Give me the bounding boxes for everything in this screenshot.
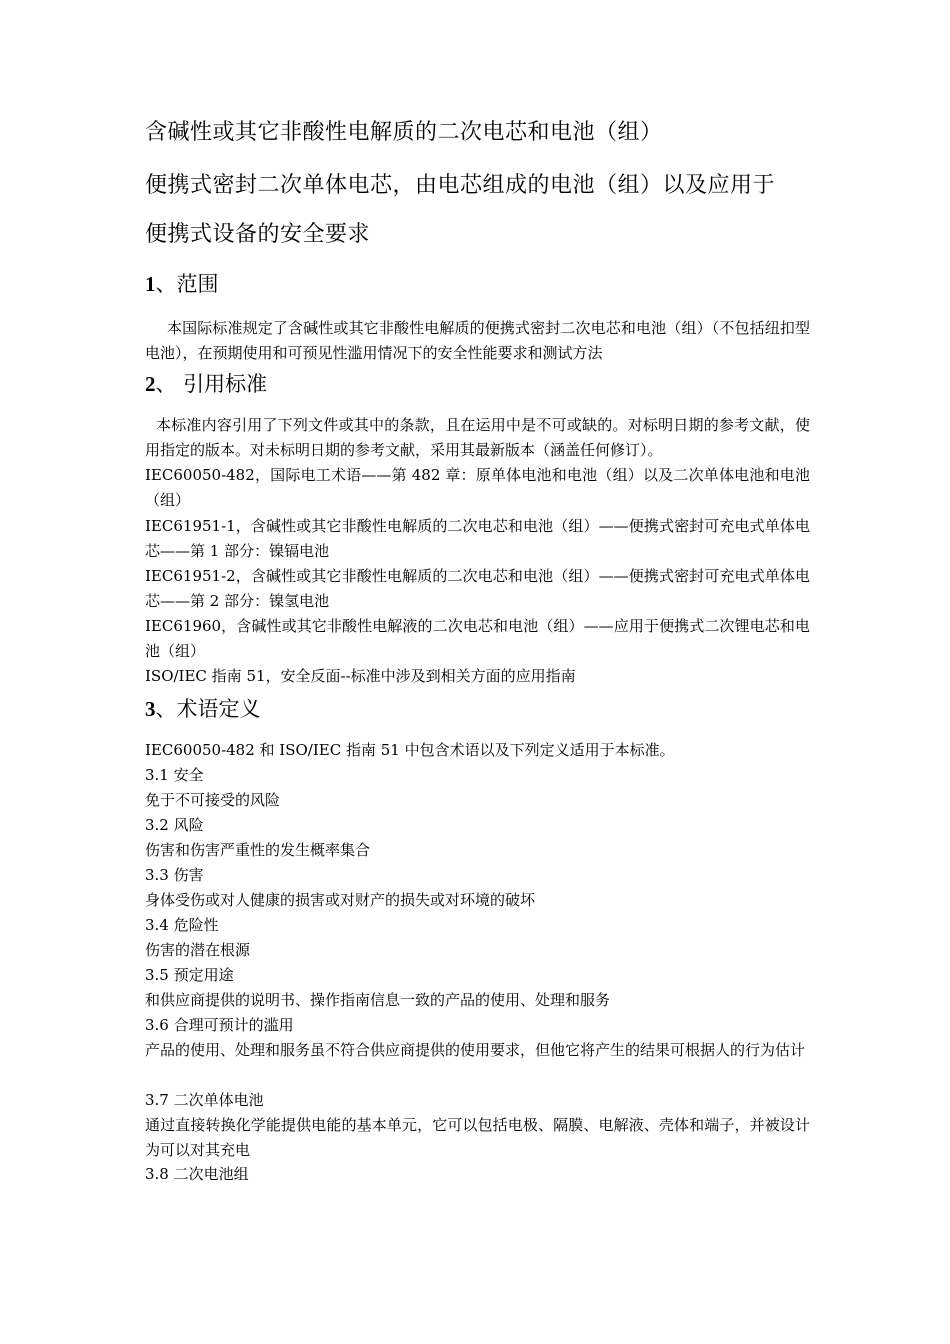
term-id: 3.6 合理可预计的滥用 — [145, 1016, 294, 1034]
section-1-body: 本国际标准规定了含碱性或其它非酸性电解质的便携式密封二次电芯和电池（组）（不包括纽扣型电池），在预期使用和可预见性滥用情况下的安全性能要求和测试方法 — [145, 319, 810, 362]
term-id: 3.1 安全 — [145, 766, 204, 784]
title-line-3: 便携式设备的安全要求 — [145, 222, 371, 247]
section-1-title: 、范围 — [155, 272, 219, 296]
section-1-heading — [145, 270, 219, 298]
section-3-number: 3 — [145, 697, 156, 721]
reference-item: IEC60050-482，国际电工术语——第 482 章：原单体电池和电池（组）以及二次单体电池和电池（组） — [145, 466, 810, 509]
term-definition: 伤害和伤害严重性的发生概率集合 — [145, 841, 371, 859]
term-definition: 伤害的潜在根源 — [145, 941, 251, 959]
section-3-intro: IEC60050-482 和 ISO/IEC 指南 51 中包含术语以及下列定义适用于本标准。 — [145, 741, 675, 759]
reference-item: IEC61951-2，含碱性或其它非酸性电解质的二次电芯和电池（组）——便携式密封可充电式单体电芯——第 2 部分：镍氢电池 — [145, 567, 810, 610]
term-id: 3.8 二次电池组 — [145, 1165, 249, 1183]
reference-item: ISO/IEC 指南 51，安全反面--标准中涉及到相关方面的应用指南 — [145, 667, 576, 685]
section-2-intro: 本标准内容引用了下列文件或其中的条款，且在运用中是不可或缺的。对标明日期的参考文献，使用指定的版本。对未标明日期的参考文献，采用其最新版本（涵盖任何修订）。 — [145, 416, 810, 459]
reference-item: IEC61951-1，含碱性或其它非酸性电解质的二次电芯和电池（组）——便携式密封可充电式单体电芯——第 1 部分：镍镉电池 — [145, 517, 810, 560]
section-1-number: 1 — [145, 272, 156, 296]
term-definition: 和供应商提供的说明书、操作指南信息一致的产品的使用、处理和服务 — [145, 991, 611, 1009]
section-3-title: 、术语定义 — [155, 697, 261, 721]
section-2-title: 、 引用标准 — [155, 372, 268, 396]
term-id: 3.5 预定用途 — [145, 966, 234, 984]
term-id: 3.7 二次单体电池 — [145, 1091, 264, 1109]
term-id: 3.4 危险性 — [145, 916, 219, 934]
section-2-number: 2 — [145, 372, 156, 396]
section-3-heading — [145, 695, 261, 723]
term-definition: 产品的使用、处理和服务虽不符合供应商提供的使用要求，但他它将产生的结果可根据人的行为估计 — [145, 1041, 806, 1059]
reference-item: IEC61960，含碱性或其它非酸性电解液的二次电芯和电池（组）——应用于便携式二次锂电芯和电池（组） — [145, 617, 810, 660]
term-definition: 免于不可接受的风险 — [145, 791, 281, 809]
term-definition: 通过直接转换化学能提供电能的基本单元，它可以包括电极、隔膜、电解液、壳体和端子，并被设计为可以对其充电 — [145, 1116, 810, 1159]
title-line-1: 含碱性或其它非酸性电解质的二次电芯和电池（组） — [145, 120, 663, 145]
section-2-heading — [145, 370, 267, 398]
title-line-2: 便携式密封二次单体电芯，由电芯组成的电池（组）以及应用于 — [145, 173, 776, 198]
term-definition: 身体受伤或对人健康的损害或对财产的损失或对环境的破坏 — [145, 891, 536, 909]
term-id: 3.3 伤害 — [145, 866, 204, 884]
term-id: 3.2 风险 — [145, 816, 204, 834]
